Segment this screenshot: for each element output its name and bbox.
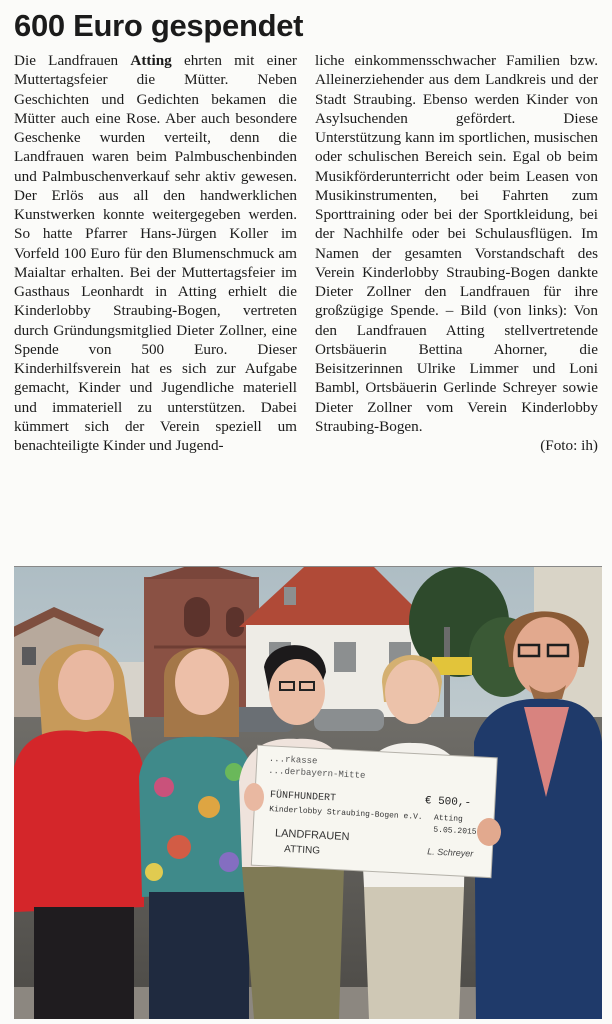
article-text-left-start: Die Landfrauen: [14, 52, 131, 69]
check-bank-line-1: ...rkasse: [268, 753, 318, 767]
donation-check: [251, 745, 497, 877]
hand-left: [244, 783, 264, 811]
check-date: 5.05.2015: [433, 825, 477, 837]
check-bank-line-2: ...derbayern-Mitte: [267, 765, 366, 781]
hand-right: [477, 818, 501, 846]
article-headline: 600 Euro gespendet: [14, 8, 304, 43]
photo-illustration: [14, 567, 602, 1019]
article-paragraph-left: [14, 51, 297, 455]
photo-credit: (Foto: ih): [540, 437, 598, 454]
article-column-left: [14, 51, 297, 455]
check-payer-line-2: ATTING: [283, 843, 321, 857]
article-text-bold-place: Atting: [130, 52, 172, 69]
article-column-right: [315, 51, 598, 455]
check-signature: L. Schreyer: [427, 846, 474, 859]
article-photo: [14, 566, 602, 1019]
check-amount: € 500,-: [424, 795, 472, 810]
article-text-left-rest: ehrten mit einer Muttertagsfeier die Mütter. Neben Geschichten und Gedichten bekamen die Mütter auch eine Rose. Aber auch besondere Geschenke wurden verteilt, denn die Landfrauen waren beim Palmbuschenbinden und Palmbuschenverkauf sehr aktiv gewesen. Der Erlös aus all den handwerklichen Kunstwerken konnte weitergegeben werden. So hatte Pfarrer Hans-Jürgen Koller im Vorfeld 100 Euro für den Blumenschmuck am Maialtar erhalten. Bei der Muttertagsfeier im Gasthaus Leonhardt in Atting erhielt die Kinderlobby Straubing-Bogen, vertreten durch Gründungsmitglied Dieter Zollner, eine Spende von 500 Euro. Dieser Kinderhilfsverein hat es sich zur Aufgabe gemacht, Kinder und Jugendliche materiell und immateriell zu unterstützen. Dabei kümmert sich der Verein speziell um benachteiligte Kinder und Jugend-: [14, 52, 297, 454]
check-recipient: Kinderlobby Straubing-Bogen e.V.: [269, 804, 423, 823]
check-payer-line-1: LANDFRAUEN: [274, 827, 350, 844]
article-text-right: liche einkommensschwacher Familien bzw. Alleinerziehender aus dem Landkreis und der Stadt Straubing. Ebenso werden Kinder von Asylsuchenden gefördert. Diese Unterstützung kann im sportlichen, musischen oder schulischen Bereich sein. Egal ob beim Musikförderunterricht oder beim Leasen von Musikinstrumenten, bei Fahrten zum Sporttraining oder bei der Sportkleidung, bei der Nachhilfe oder bei Schulausflügen. Im Namen der gesamten Vorstandschaft des Verein Kinderlobby Straubing-Bogen dankte Dieter Zollner den Landfrauen für ihre großzügige Spende. – Bild (von links): Von den Landfrauen Atting stellvertretende Ortsbäuerin Bettina Ahorner, die Beisitzerinnen Ulrike Limmer und Loni Bambl, Ortsbäuerin Gerlinde Schreyer sowie Dieter Zollner vom Verein Kinderlobby Straubing-Bogen.: [315, 52, 598, 435]
check-amount-words: FÜNFHUNDERT: [269, 790, 337, 805]
check-place: Atting: [433, 813, 464, 825]
article-paragraph-right: [315, 51, 598, 455]
